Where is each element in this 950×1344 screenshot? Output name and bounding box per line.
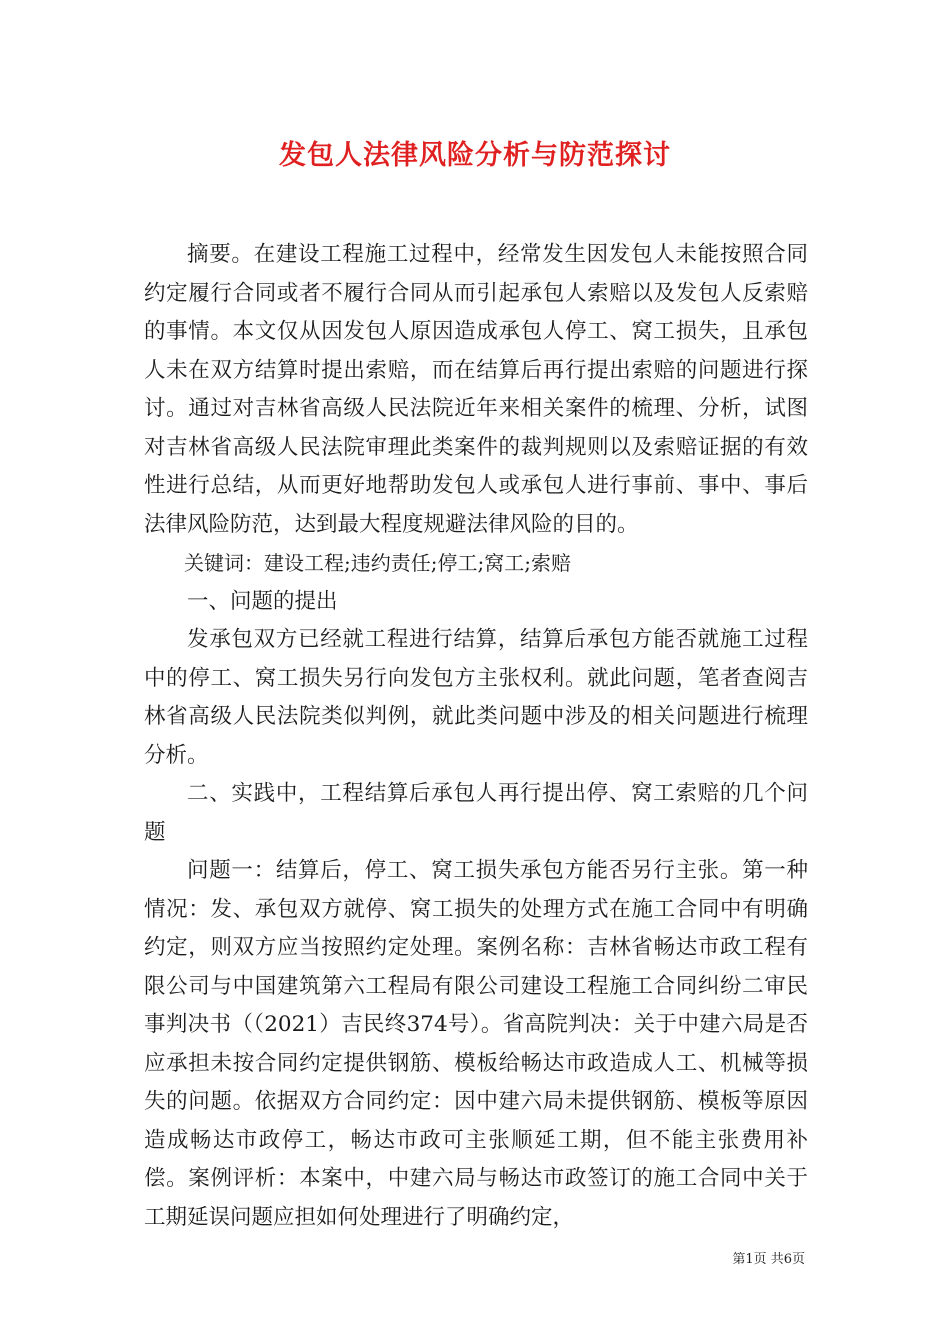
section1-paragraph: 发承包双方已经就工程进行结算，结算后承包方能否就施工过程中的停工、窝工损失另行向发包方主张权利。就此问题，笔者查阅吉林省高级人民法院类似判例，就此类问题中涉及的相关问题进行梳理分析。 [144, 627, 808, 768]
abstract-paragraph: 摘要。在建设工程施工过程中，经常发生因发包人未能按照合同约定履行合同或者不履行合同从而引起承包人索赔以及发包人反索赔的事情。本文仅从因发包人原因造成承包人停工、窝工损失，且承包人未在双方结算时提出索赔，而在结算后再行提出索赔的问题进行探讨。通过对吉林省高级人民法院近年来相关案件的梳理、分析，试图对吉林省高级人民法院审理此类案件的裁判规则以及索赔证据的有效性进行总结，从而更好地帮助发包人或承包人进行事前、事中、事后法律风险防范，达到最大程度规避法律风险的目的。 [144, 242, 808, 537]
section2-heading: 二、实践中，工程结算后承包人再行提出停、窝工索赔的几个问题 [144, 781, 808, 845]
document-title: 发包人法律风险分析与防范探讨 [279, 140, 671, 171]
section1-heading: 一、问题的提出 [187, 588, 338, 614]
keywords-paragraph: 关键词：建设工程;违约责任;停工;窝工;索赔 [184, 551, 571, 575]
page-number-footer: 第1页 共6页 [732, 1252, 805, 1267]
section2-paragraph: 问题一：结算后，停工、窝工损失承包方能否另行主张。第一种情况：发、承包双方就停、窝工损失的处理方式在施工合同中有明确约定，则双方应当按照约定处理。案例名称：吉林省畅达市政工程有限公司与中国建筑第六工程局有限公司建设工程施工合同纠纷二审民事判决书（（2021）吉民终374号）。省高院判决：关于中建六局是否应承担未按合同约定提供钢筋、模板给畅达市政造成人工、机械等损失的问题。依据双方合同约定：因中建六局未提供钢筋、模板等原因造成畅达市政停工，畅达市政可主张顺延工期，但不能主张费用补偿。案例评析：本案中，中建六局与畅达市政签订的施工合同中关于工期延误问题应担如何处理进行了明确约定， [144, 858, 808, 1230]
document-body [144, 236, 808, 1237]
